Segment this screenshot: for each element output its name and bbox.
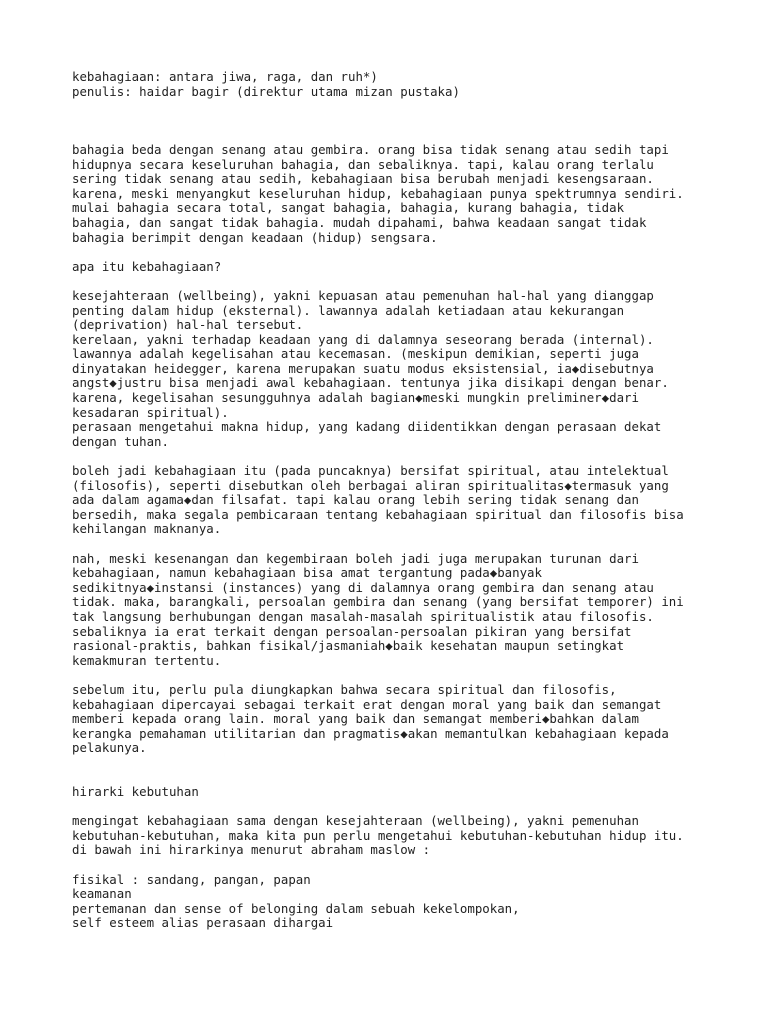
paragraph-line: kesadaran spiritual). [72, 404, 229, 420]
paragraph-line: sebaliknya ia erat terkait dengan persoalan-persoalan pikiran yang bersifat [72, 623, 632, 639]
paragraph-line: bahagia berimpit dengan keadaan (hidup) sengsara. [72, 229, 438, 245]
paragraph-line: kebahagiaan, namun kebahagiaan bisa amat tergantung pada◆banyak [72, 565, 542, 581]
paragraph-line: pelakunya. [72, 740, 147, 756]
paragraph-line: perasaan mengetahui makna hidup, yang kadang diidentikkan dengan perasaan dekat [72, 419, 662, 435]
paragraph-line: kehilangan maknanya. [72, 521, 222, 537]
paragraph-line: boleh jadi kebahagiaan itu (pada puncaknya) bersifat spiritual, atau intelektual [72, 463, 669, 479]
list-item: keamanan [72, 886, 132, 902]
paragraph-line: dengan tuhan. [72, 433, 169, 449]
paragraph-line: kesejahteraan (wellbeing), yakni kepuasan atau pemenuhan hal-hal yang dianggap [72, 287, 654, 303]
paragraph-line: kerelaan, yakni terhadap keadaan yang di dalamnya seseorang berada (internal). [72, 331, 654, 347]
paragraph-line: memberi kepada orang lain. moral yang baik dan semangat memberi◆bahkan dalam [72, 711, 639, 727]
paragraph-line: nah, meski kesenangan dan kegembiraan boleh jadi juga merupakan turunan dari [72, 550, 639, 566]
paragraph-line: karena, kegelisahan sesungguhnya adalah bagian◆meski mungkin preliminer◆dari [72, 390, 639, 406]
paragraph-line: kerangka pemahaman utilitarian dan pragmatis◆akan memantulkan kebahagiaan kepada [72, 725, 669, 741]
paragraph-line: mengingat kebahagiaan sama dengan kesejahteraan (wellbeing), yakni pemenuhan [72, 813, 639, 829]
pleasure-paragraph [72, 552, 712, 669]
paragraph-line: bahagia beda dengan senang atau gembira. orang bisa tidak senang atau sedih tapi [72, 141, 669, 157]
document-header [72, 70, 712, 99]
document-title: kebahagiaan: antara jiwa, raga, dan ruh*) [72, 69, 378, 84]
paragraph-line: angst◆justru bisa menjadi awal kebahagiaan. tentunya jika disikapi dengan benar. [72, 375, 669, 391]
spiritual-paragraph [72, 464, 712, 537]
paragraph-line: dinyatakan heidegger, karena merupakan suatu modus eksistensial, ia◆disebutnya [72, 360, 654, 376]
definitions-paragraph [72, 289, 712, 450]
paragraph-line: mulai bahagia secara total, sangat bahagia, bahagia, kurang bahagia, tidak [72, 200, 625, 216]
document-page [72, 70, 712, 931]
list-item: pertemanan dan sense of belonging dalam sebuah kekelompokan, [72, 900, 520, 916]
hierarchy-heading: hirarki kebutuhan [72, 784, 199, 800]
paragraph-line: ada dalam agama◆dan filsafat. tapi kalau orang lebih sering tidak senang dan [72, 492, 639, 508]
paragraph-line: karena, meski menyangkut keseluruhan hidup, kebahagiaan punya spektrumnya sendiri. [72, 185, 684, 201]
paragraph-line: kebahagiaan dipercayai sebagai terkait erat dengan moral yang baik dan semangat [72, 696, 662, 712]
document-author: penulis: haidar bagir (direktur utama mizan pustaka) [72, 83, 460, 99]
paragraph-line: di bawah ini hirarkinya menurut abraham maslow : [72, 842, 431, 858]
moral-paragraph [72, 683, 712, 756]
paragraph-line: bahagia, dan sangat tidak bahagia. mudah dipahami, bahwa keadaan sangat tidak [72, 214, 647, 230]
hierarchy-list [72, 873, 712, 931]
paragraph-line: (filosofis), seperti disebutkan oleh berbagai aliran spiritualitas◆termasuk yang [72, 477, 669, 493]
paragraph-line: penting dalam hidup (eksternal). lawannya adalah ketiadaan atau kekurangan [72, 302, 625, 318]
paragraph-line: bersedih, maka segala pembicaraan tentang kebahagiaan spiritual dan filosofis bisa [72, 506, 684, 522]
paragraph-line: tidak. maka, barangkali, persoalan gembira dan senang (yang bersifat temporer) ini [72, 594, 684, 610]
paragraph-line: sering tidak senang atau sedih, kebahagiaan bisa berubah menjadi kesengsaraan. [72, 171, 654, 187]
question-heading: apa itu kebahagiaan? [72, 258, 222, 274]
paragraph-line: sedikitnya◆instansi (instances) yang di dalamnya orang gembira dan senang atau [72, 579, 654, 595]
paragraph-line: kemakmuran tertentu. [72, 652, 222, 668]
paragraph-line: hidupnya secara keseluruhan bahagia, dan sebaliknya. tapi, kalau orang terlalu [72, 156, 654, 172]
paragraph-line: lawannya adalah kegelisahan atau kecemasan. (meskipun demikian, seperti juga [72, 346, 639, 362]
paragraph-line: sebelum itu, perlu pula diungkapkan bahwa secara spiritual dan filosofis, [72, 681, 617, 697]
list-item: self esteem alias perasaan dihargai [72, 915, 334, 931]
paragraph-line: kebutuhan-kebutuhan, maka kita pun perlu mengetahui kebutuhan-kebutuhan hidup itu. [72, 827, 684, 843]
list-item: fisikal : sandang, pangan, papan [72, 871, 311, 887]
paragraph-line: rasional-praktis, bahkan fisikal/jasmaniah◆baik kesehatan maupun setingkat [72, 638, 625, 654]
intro-paragraph [72, 143, 712, 245]
paragraph-line: tak langsung berhubungan dengan masalah-masalah spiritualistik atau filosofis. [72, 608, 654, 624]
hierarchy-intro-paragraph [72, 814, 712, 858]
paragraph-line: (deprivation) hal-hal tersebut. [72, 317, 304, 333]
